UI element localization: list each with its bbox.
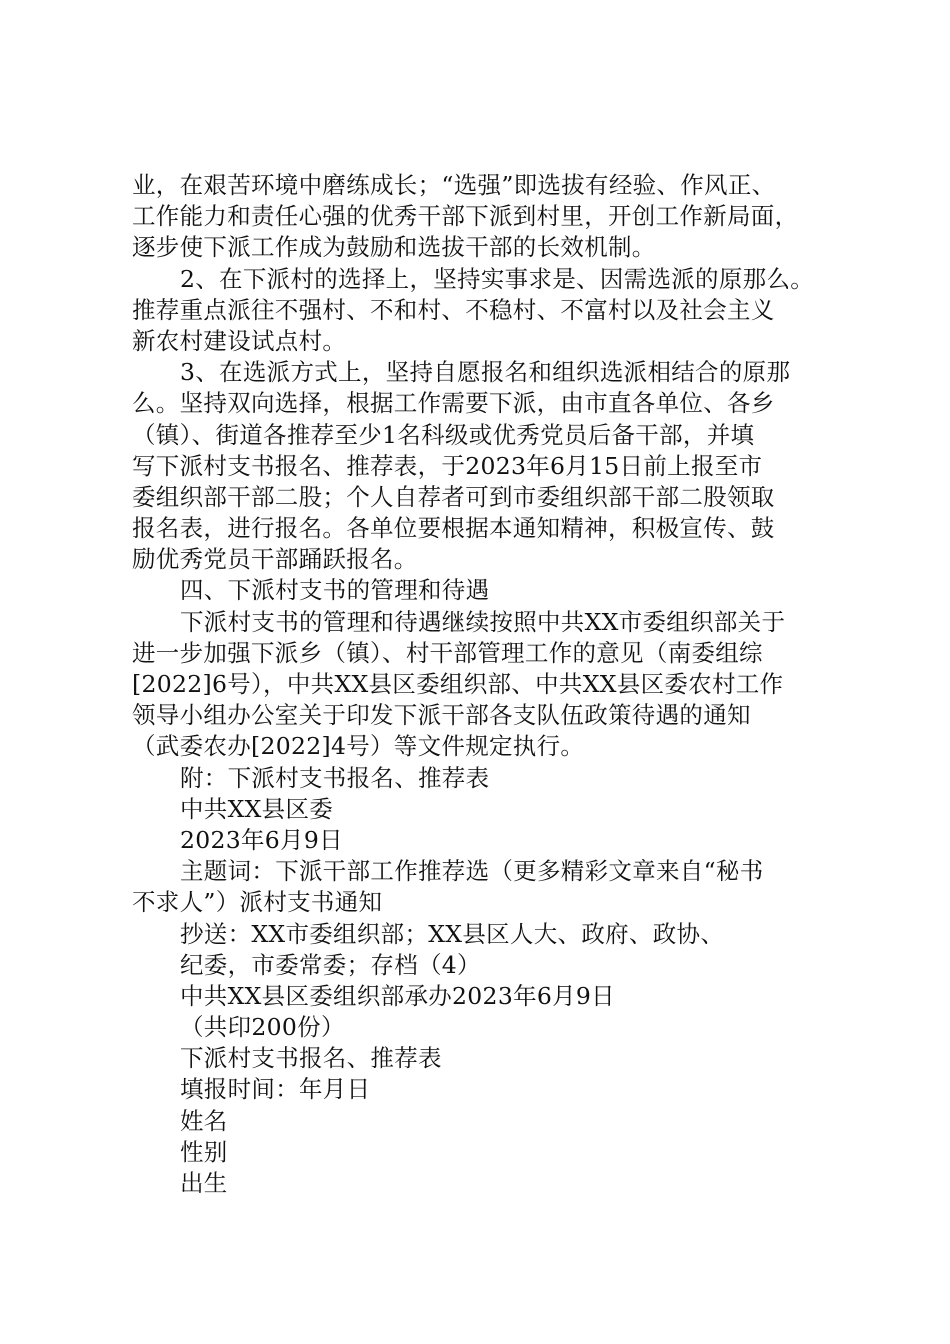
text-line: 写下派村支书报名、推荐表，于2023年6月15日前上报至市 [132, 451, 763, 480]
text-line: 业，在艰苦环境中磨练成长；“选强”即选拔有经验、作风正、 [132, 171, 776, 199]
text-line: 报名表，进行报名。各单位要根据本通知精神，积极宣传、鼓 [132, 514, 775, 543]
text-line: 2023年6月9日 [180, 825, 343, 854]
text-line: 不求人”）派村支书通知 [132, 888, 383, 917]
text-line: （武委农办[2022]4号）等文件规定执行。 [132, 732, 585, 761]
text-line: 下派村支书的管理和待遇继续按照中共XX市委组织部关于 [180, 607, 786, 636]
text-line: 填报时间：年月日 [180, 1075, 371, 1104]
text-line: 姓名 [180, 1106, 228, 1135]
text-line: 纪委，市委常委；存档（4） [180, 950, 481, 979]
text-line: 委组织部干部二股；个人自荐者可到市委组织部干部二股领取 [132, 482, 775, 511]
text-line: 3、在选派方式上，坚持自愿报名和组织选派相结合的原那 [180, 358, 791, 387]
text-line: 么。坚持双向选择，根据工作需要下派，由市直各单位、各乡 [132, 389, 775, 418]
text-line: 励优秀党员干部踊跃报名。 [132, 545, 418, 574]
text-line: 出生 [180, 1169, 228, 1197]
text-line: 四、下派村支书的管理和待遇 [180, 576, 490, 605]
text-line: 领导小组办公室关于印发下派干部各支队伍政策待遇的通知 [132, 701, 751, 730]
text-line: 逐步使下派工作成为鼓励和选拔干部的长效机制。 [132, 233, 656, 262]
text-line: 中共XX县区委 [180, 794, 334, 823]
text-line: 附：下派村支书报名、推荐表 [180, 763, 490, 792]
text-line: 抄送：XX市委组织部；XX县区人大、政府、政协、 [180, 919, 725, 948]
text-line: 中共XX县区委组织部承办2023年6月9日 [180, 981, 615, 1010]
text-line: 主题词：下派干部工作推荐选（更多精彩文章来自“秘书 [180, 857, 764, 886]
text-line: 工作能力和责任心强的优秀干部下派到村里，开创工作新局面， [132, 202, 799, 231]
text-line: 推荐重点派往不强村、不和村、不稳村、不富村以及社会主义 [132, 295, 775, 324]
text-line: （镇）、街道各推荐至少1名科级或优秀党员后备干部，并填 [132, 420, 755, 449]
text-line: 下派村支书报名、推荐表 [180, 1044, 442, 1073]
text-line: 2、在下派村的选择上，坚持实事求是、因需选派的原那么。 [180, 264, 815, 293]
text-line: 性别 [180, 1137, 228, 1166]
text-line: 进一步加强下派乡（镇）、村干部管理工作的意见（南委组综 [132, 638, 763, 667]
text-line: 新农村建设试点村。 [132, 326, 347, 355]
text-line: （共印200份） [180, 1013, 345, 1042]
text-line: [2022]6号），中共XX县区委组织部、中共XX县区委农村工作 [132, 670, 784, 698]
document-body [132, 170, 844, 1199]
